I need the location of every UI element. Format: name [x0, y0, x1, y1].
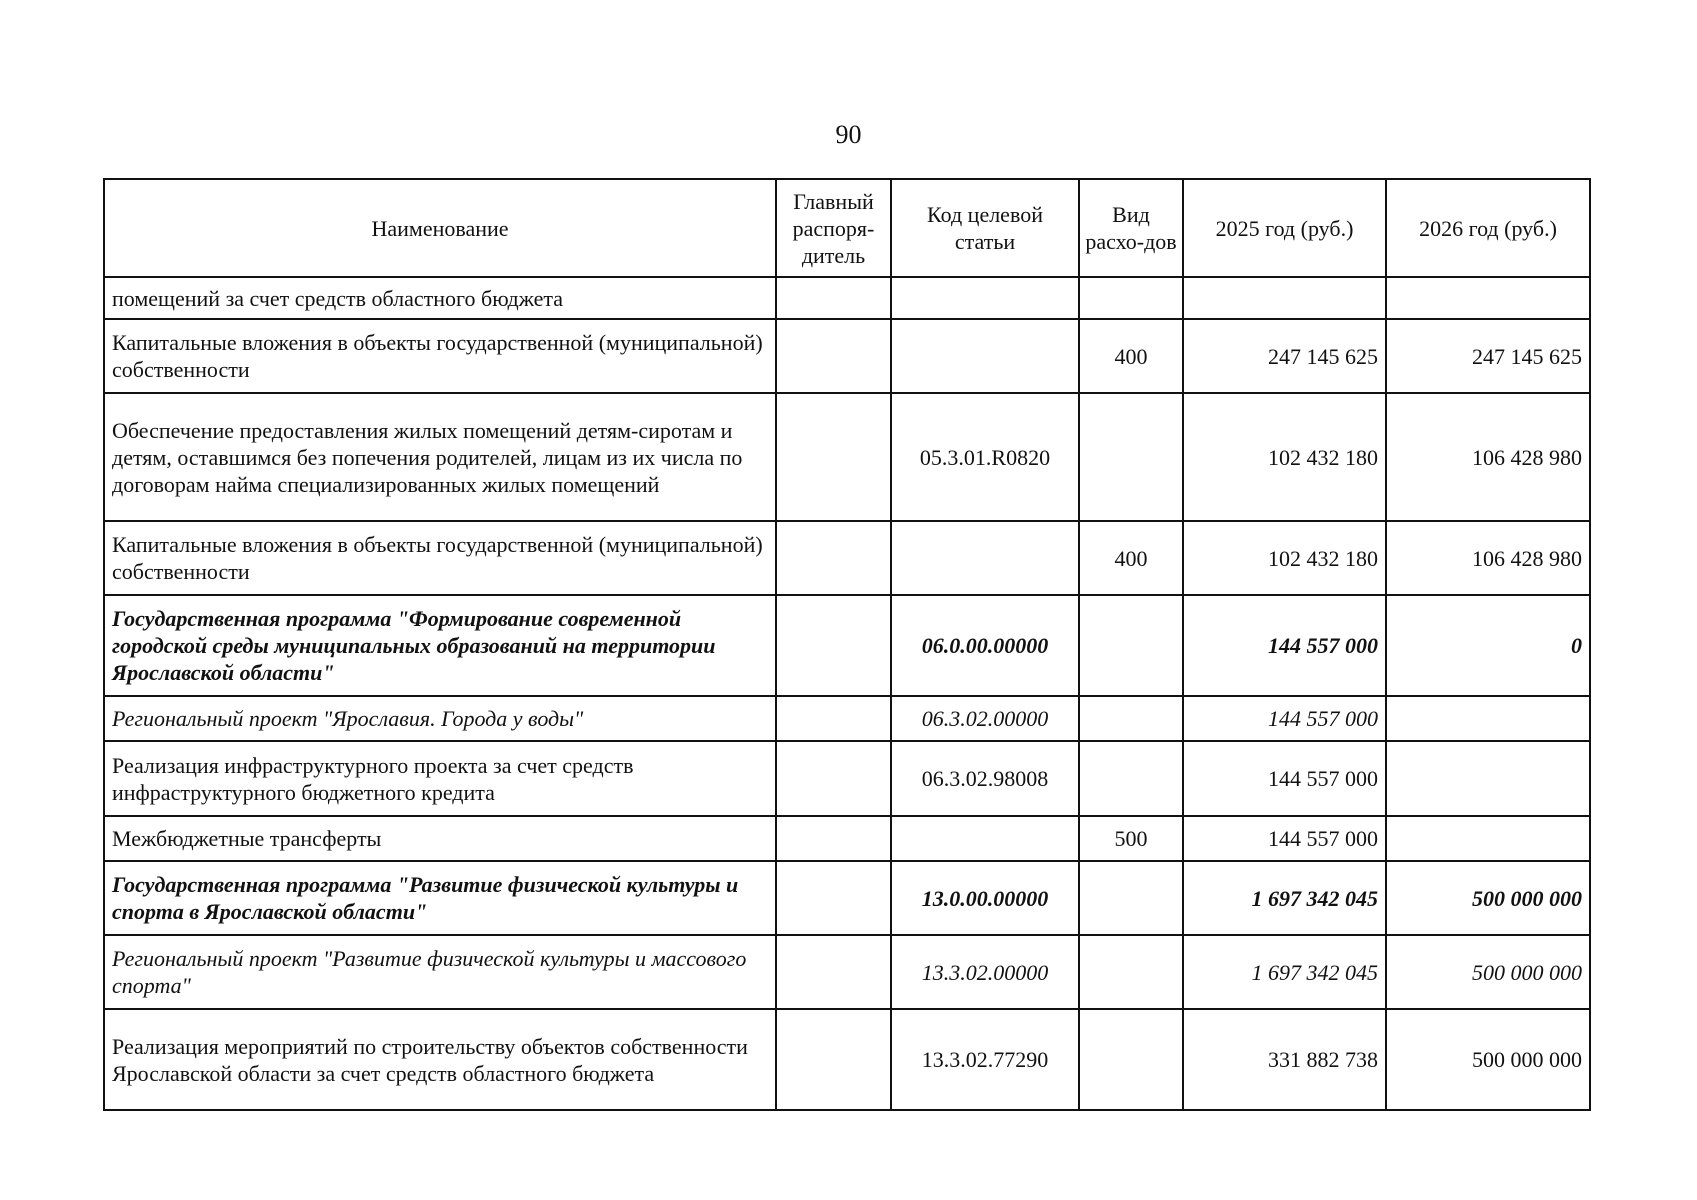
- cell-manager: [776, 595, 891, 696]
- cell-manager: [776, 935, 891, 1009]
- cell-name: Реализация инфраструктурного проекта за счет средств инфраструктурного бюджетного кредита: [104, 741, 776, 816]
- table-row: [104, 741, 1590, 816]
- cell-2025: 144 557 000: [1183, 741, 1386, 816]
- cell-kind: [1079, 741, 1183, 816]
- cell-code: [891, 277, 1079, 319]
- cell-code: [891, 816, 1079, 861]
- cell-manager: [776, 521, 891, 595]
- page-number: 90: [835, 120, 862, 149]
- header-2025: 2025 год (руб.): [1183, 179, 1386, 277]
- cell-kind: 400: [1079, 521, 1183, 595]
- cell-2025: [1183, 277, 1386, 319]
- cell-2026: 500 000 000: [1386, 935, 1590, 1009]
- cell-kind: [1079, 1009, 1183, 1110]
- cell-code: [891, 521, 1079, 595]
- cell-kind: [1079, 861, 1183, 935]
- cell-code: 13.3.02.77290: [891, 1009, 1079, 1110]
- cell-2025: 144 557 000: [1183, 595, 1386, 696]
- cell-name: Региональный проект "Развитие физической культуры и массового спорта": [104, 935, 776, 1009]
- cell-manager: [776, 393, 891, 521]
- table-row: [104, 1009, 1590, 1110]
- cell-code: 13.0.00.00000: [891, 861, 1079, 935]
- cell-manager: [776, 319, 891, 393]
- table-row: [104, 595, 1590, 696]
- cell-kind: 400: [1079, 319, 1183, 393]
- header-2026: 2026 год (руб.): [1386, 179, 1590, 277]
- table-body: [104, 277, 1590, 1110]
- cell-code: 05.3.01.R0820: [891, 393, 1079, 521]
- budget-table: [103, 178, 1591, 1111]
- cell-manager: [776, 277, 891, 319]
- cell-name: Капитальные вложения в объекты государственной (муниципальной) собственности: [104, 521, 776, 595]
- table-row: [104, 861, 1590, 935]
- cell-2026: 500 000 000: [1386, 1009, 1590, 1110]
- header-manager: Главный распоря-дитель: [776, 179, 891, 277]
- header-row: [104, 179, 1590, 277]
- cell-code: [891, 319, 1079, 393]
- cell-name: Обеспечение предоставления жилых помещений детям-сиротам и детям, оставшимся без попечения родителей, лицам из их числа по договорам найма специализированных жилых помещений: [104, 393, 776, 521]
- cell-name: Реализация мероприятий по строительству объектов собственности Ярославской области за счет средств областного бюджета: [104, 1009, 776, 1110]
- table-header: [104, 179, 1590, 277]
- table-row: [104, 277, 1590, 319]
- cell-2026: 0: [1386, 595, 1590, 696]
- cell-code: 13.3.02.00000: [891, 935, 1079, 1009]
- table-row: [104, 816, 1590, 861]
- cell-kind: [1079, 935, 1183, 1009]
- cell-kind: [1079, 277, 1183, 319]
- cell-2025: 144 557 000: [1183, 696, 1386, 741]
- cell-manager: [776, 696, 891, 741]
- cell-2025: 247 145 625: [1183, 319, 1386, 393]
- header-name: Наименование: [104, 179, 776, 277]
- cell-name: помещений за счет средств областного бюджета: [104, 277, 776, 319]
- table-row: [104, 935, 1590, 1009]
- cell-manager: [776, 741, 891, 816]
- cell-2025: 1 697 342 045: [1183, 935, 1386, 1009]
- table-row: [104, 696, 1590, 741]
- cell-manager: [776, 861, 891, 935]
- cell-manager: [776, 1009, 891, 1110]
- cell-name: Государственная программа "Развитие физической культуры и спорта в Ярославской области": [104, 861, 776, 935]
- table-row: [104, 521, 1590, 595]
- cell-name: Межбюджетные трансферты: [104, 816, 776, 861]
- header-kind: Вид расхо-дов: [1079, 179, 1183, 277]
- table-row: [104, 393, 1590, 521]
- cell-kind: [1079, 696, 1183, 741]
- cell-2025: 102 432 180: [1183, 393, 1386, 521]
- cell-kind: [1079, 595, 1183, 696]
- cell-2026: 106 428 980: [1386, 393, 1590, 521]
- cell-code: 06.0.00.00000: [891, 595, 1079, 696]
- cell-2025: 1 697 342 045: [1183, 861, 1386, 935]
- cell-2025: 331 882 738: [1183, 1009, 1386, 1110]
- cell-2026: [1386, 816, 1590, 861]
- cell-2025: 144 557 000: [1183, 816, 1386, 861]
- header-code: Код целевой статьи: [891, 179, 1079, 277]
- cell-kind: 500: [1079, 816, 1183, 861]
- cell-name: Государственная программа "Формирование современной городской среды муниципальных образований на территории Ярославской области": [104, 595, 776, 696]
- cell-2026: 106 428 980: [1386, 521, 1590, 595]
- cell-2026: [1386, 277, 1590, 319]
- cell-2025: 102 432 180: [1183, 521, 1386, 595]
- cell-2026: 247 145 625: [1386, 319, 1590, 393]
- cell-2026: [1386, 741, 1590, 816]
- cell-manager: [776, 816, 891, 861]
- cell-name: Капитальные вложения в объекты государственной (муниципальной) собственности: [104, 319, 776, 393]
- cell-code: 06.3.02.00000: [891, 696, 1079, 741]
- cell-kind: [1079, 393, 1183, 521]
- cell-code: 06.3.02.98008: [891, 741, 1079, 816]
- cell-2026: 500 000 000: [1386, 861, 1590, 935]
- cell-2026: [1386, 696, 1590, 741]
- cell-name: Региональный проект "Ярославия. Города у воды": [104, 696, 776, 741]
- table-row: [104, 319, 1590, 393]
